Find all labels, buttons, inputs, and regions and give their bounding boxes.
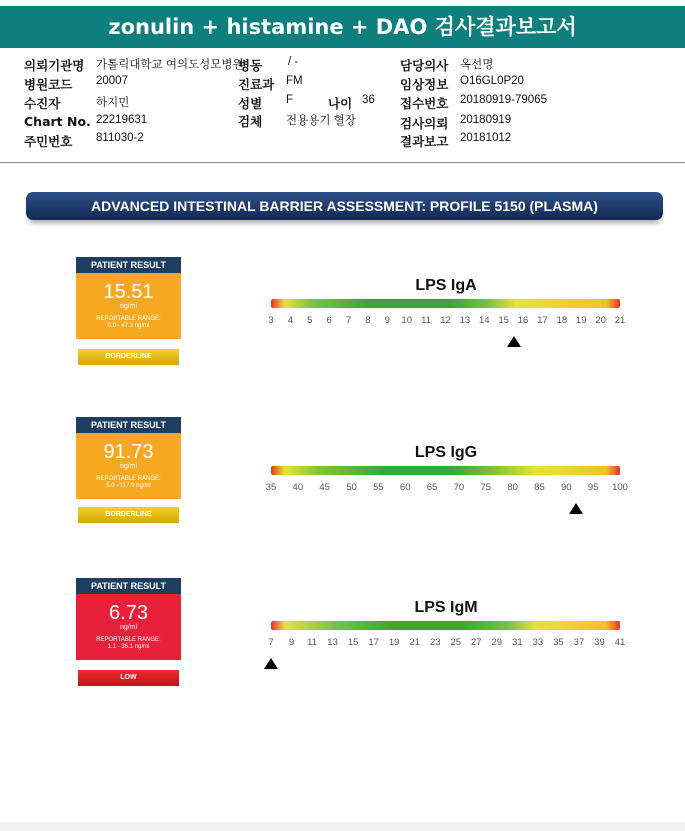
patient-info-section — [0, 54, 685, 154]
tick-label: 12 — [440, 315, 451, 326]
tick-label: 29 — [491, 637, 503, 648]
tick-label: 17 — [537, 315, 548, 326]
range-bar — [271, 299, 620, 308]
patient-label: 수진자 — [24, 96, 61, 111]
tick-label: 39 — [594, 637, 605, 648]
doctor-label: 담당의사 — [400, 58, 449, 73]
tick-label: 25 — [450, 637, 462, 648]
section-divider — [0, 162, 685, 163]
report-date-value: 20181012 — [460, 132, 512, 144]
range-bar — [271, 621, 620, 630]
request-value: 20180919 — [460, 114, 512, 126]
tick-label: 9 — [384, 315, 390, 326]
reportable-range: 5.0 - 117.9 ng/ml — [106, 483, 151, 489]
tick-label: 90 — [561, 482, 572, 493]
result-unit: ng/ml — [119, 463, 138, 470]
chart-label: Chart No. — [24, 114, 91, 129]
tick-label: 15 — [498, 315, 509, 326]
report-title: zonulin + histamine + DAO 검사결과보고서 — [0, 6, 685, 48]
sex-label: 성별 — [238, 96, 263, 111]
tick-label: 23 — [429, 637, 441, 648]
status-badge: LOW — [78, 670, 179, 686]
id-label: 주민번호 — [24, 134, 73, 149]
reportable-range-label: REPORTABLE RANGE: — [96, 476, 161, 482]
tick-label: 7 — [345, 315, 352, 326]
tick-label: 6 — [326, 315, 332, 326]
result-header: PATIENT RESULT — [76, 417, 181, 433]
result-header: PATIENT RESULT — [76, 578, 181, 594]
tick-label: 7 — [268, 637, 274, 648]
institution-label: 의뢰기관명 — [24, 58, 85, 73]
result-marker — [569, 503, 583, 514]
patient-result-iga — [76, 257, 181, 360]
tick-label: 31 — [512, 637, 523, 648]
tick-label: 70 — [453, 482, 465, 493]
tick-label: 35 — [265, 482, 277, 493]
tick-label: 13 — [327, 637, 338, 648]
tick-label: 37 — [573, 637, 585, 648]
tick-labels — [265, 482, 628, 496]
ward-label: 병동 — [238, 58, 263, 73]
tick-label: 41 — [614, 637, 626, 648]
age-label: 나이 — [328, 96, 353, 111]
scale-title: LPS IgA — [415, 277, 477, 294]
result-marker — [507, 336, 521, 347]
scale-igg — [262, 444, 630, 564]
tick-label: 8 — [365, 315, 371, 326]
tick-label: 5 — [307, 315, 313, 326]
result-box — [76, 433, 181, 499]
tick-label: 60 — [399, 482, 411, 493]
scale-igm — [262, 599, 630, 719]
tick-label: 75 — [480, 482, 492, 493]
result-value: 91.73 — [103, 441, 154, 463]
tick-label: 95 — [587, 482, 599, 493]
hospital-code-value: 20007 — [96, 75, 128, 87]
result-box — [76, 273, 181, 339]
tick-label: 80 — [507, 482, 518, 493]
tick-labels — [268, 637, 626, 651]
ward-value: / - — [288, 56, 299, 68]
reportable-range: 0.0 - 47.3 ng/ml — [107, 323, 150, 329]
tick-label: 14 — [478, 315, 490, 326]
id-value: 811030-2 — [96, 132, 144, 144]
assessment-banner: ADVANCED INTESTINAL BARRIER ASSESSMENT: PROFILE 5150 (PLASMA) — [26, 192, 663, 220]
tick-label: 35 — [553, 637, 564, 648]
sex-value: F — [286, 94, 294, 106]
result-unit: ng/ml — [119, 624, 138, 631]
tick-label: 21 — [614, 315, 626, 326]
reportable-range: 1.1 - 36.1 ng/ml — [107, 644, 150, 650]
clinical-label: 임상정보 — [400, 77, 449, 92]
tick-label: 9 — [288, 637, 295, 648]
scale-title: LPS IgG — [414, 444, 478, 461]
result-box — [76, 594, 181, 660]
age-value: 36 — [362, 94, 375, 106]
range-bar — [271, 466, 620, 475]
request-label: 검사의뢰 — [400, 116, 449, 131]
tick-label: 45 — [319, 482, 330, 493]
tick-label: 16 — [517, 315, 529, 326]
institution-value: 가톨릭대학교 여의도성모병원 — [96, 59, 244, 71]
patient-result-igm — [76, 578, 181, 681]
department-value: FM — [286, 75, 303, 87]
receipt-value: 20180919-79065 — [460, 94, 547, 106]
tick-label: 20 — [595, 315, 606, 326]
patient-result-igg — [76, 417, 181, 518]
tick-label: 17 — [368, 637, 379, 648]
tick-label: 55 — [373, 482, 384, 493]
scale-iga — [262, 277, 630, 397]
tick-label: 27 — [470, 637, 482, 648]
tick-label: 33 — [532, 637, 544, 648]
doctor-value: 옥선명 — [460, 59, 494, 71]
department-label: 진료과 — [238, 77, 275, 92]
result-header: PATIENT RESULT — [76, 257, 181, 273]
tick-label: 65 — [426, 482, 438, 493]
reportable-range-label: REPORTABLE RANGE: — [96, 316, 161, 322]
scale-title: LPS IgM — [414, 599, 478, 616]
hospital-code-label: 병원코드 — [24, 77, 73, 92]
result-value: 6.73 — [109, 602, 148, 624]
tick-label: 13 — [459, 315, 471, 326]
status-badge: BORDERLINE — [78, 349, 179, 365]
tick-label: 11 — [421, 315, 432, 326]
tick-label: 50 — [346, 482, 357, 493]
report-date-label: 결과보고 — [400, 134, 449, 149]
result-unit: ng/ml — [119, 303, 138, 310]
tick-label: 19 — [388, 637, 400, 648]
tick-label: 40 — [292, 482, 304, 493]
tick-label: 21 — [409, 637, 420, 648]
tick-label: 18 — [556, 315, 568, 326]
tick-label: 100 — [612, 482, 628, 493]
reportable-range-label: REPORTABLE RANGE: — [96, 637, 161, 643]
tick-label: 19 — [575, 315, 587, 326]
tick-label: 11 — [307, 637, 317, 648]
specimen-label: 검체 — [238, 114, 263, 129]
tick-label: 85 — [534, 482, 545, 493]
tick-label: 4 — [287, 315, 294, 326]
tick-labels — [268, 315, 626, 329]
result-marker — [264, 658, 278, 669]
tick-label: 10 — [401, 315, 413, 326]
patient-value: 하지민 — [96, 97, 130, 109]
tick-label: 3 — [268, 315, 274, 326]
result-value: 15.51 — [103, 281, 154, 303]
clinical-value: O16GL0P20 — [460, 75, 524, 87]
tick-label: 15 — [347, 637, 359, 648]
specimen-value: 전용용기 혈장 — [286, 115, 356, 127]
status-badge: BORDERLINE — [78, 507, 179, 523]
chart-value: 22219631 — [96, 114, 148, 126]
receipt-label: 접수번호 — [400, 96, 449, 111]
